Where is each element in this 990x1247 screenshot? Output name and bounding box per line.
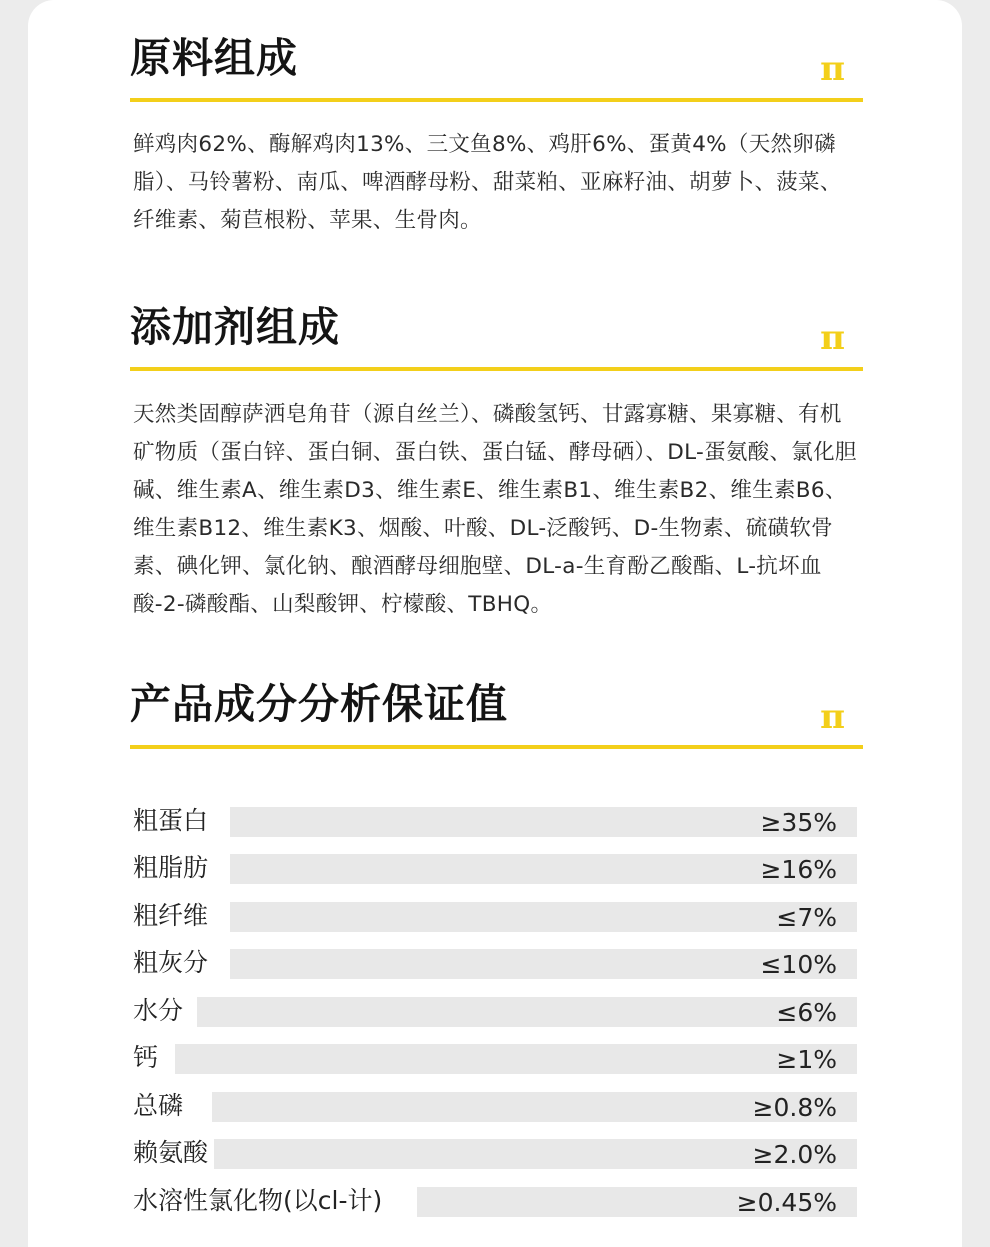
nutrition-row (130, 949, 857, 979)
section-divider (130, 98, 863, 102)
nutrition-label: 钙 (133, 1041, 164, 1075)
nutrition-value: ≥0.45% (736, 1188, 837, 1217)
section-body: 鲜鸡肉62%、酶解鸡肉13%、三文鱼8%、鸡肝6%、蛋黄4%（天然卵磷脂）、马铃薯粉、南瓜、啤酒酵母粉、甜菜粕、亚麻籽油、胡萝卜、菠菜、纤维素、菊苣根粉、苹果、生骨肉。 (133, 132, 842, 233)
section-divider (130, 745, 863, 749)
pi-icon: π (820, 697, 845, 737)
pi-icon: π (820, 49, 845, 89)
nutrition-value: ≥2.0% (752, 1140, 837, 1169)
nutrition-label: 总磷 (133, 1089, 189, 1123)
section-divider (130, 367, 863, 371)
section-title: 产品成分分析保证值 (130, 680, 508, 728)
nutrition-label: 水溶性氯化物(以cl-计) (133, 1184, 388, 1218)
nutrition-row (130, 854, 857, 884)
nutrition-label: 粗脂肪 (133, 851, 214, 885)
nutrition-label: 粗灰分 (133, 946, 214, 980)
nutrition-row (130, 997, 857, 1027)
nutrition-value: ≥0.8% (752, 1093, 837, 1122)
nutrition-bar (175, 1044, 857, 1074)
nutrition-value: ≤7% (776, 903, 837, 932)
nutrition-row (130, 1044, 857, 1074)
section-analysis (130, 674, 863, 754)
nutrition-row (130, 1187, 857, 1217)
nutrition-value: ≥1% (776, 1045, 837, 1074)
nutrition-row (130, 1092, 857, 1122)
nutrition-bar (230, 902, 857, 932)
section-ingredients (130, 28, 863, 248)
section-body: 天然类固醇萨洒皂角苷（源自丝兰）、磷酸氢钙、甘露寡糖、果寡糖、有机矿物质（蛋白锌、蛋白铜、蛋白铁、蛋白锰、酵母硒）、DL-蛋氨酸、氯化胆碱、维生素A、维生素D3、维生素E、维生素B1、维生素B2、维生素B6、维生素B12、维生素K3、烟酸、叶酸、DL-泛酸钙、D-生物素、硫磺软骨素、碘化钾、氯化钠、酿酒酵母细胞壁、DL-a-生育酚乙酸酯、L-抗坏血酸-2-磷酸酯、山梨酸钾、柠檬酸、TBHQ。 (133, 402, 857, 617)
nutrition-row (130, 807, 857, 837)
nutrition-label: 赖氨酸 (133, 1136, 214, 1170)
nutrition-label: 水分 (133, 994, 189, 1028)
section-additives (130, 297, 863, 627)
nutrition-value: ≤10% (760, 950, 837, 979)
nutrition-bar (197, 997, 857, 1027)
section-title: 添加剂组成 (130, 303, 340, 351)
pi-icon: π (820, 318, 845, 358)
section-title: 原料组成 (130, 34, 298, 82)
nutrition-row (130, 902, 857, 932)
nutrition-row (130, 1139, 857, 1169)
nutrition-value: ≥35% (760, 808, 837, 837)
nutrition-label: 粗纤维 (133, 899, 214, 933)
nutrition-value: ≥16% (760, 855, 837, 884)
nutrition-value: ≤6% (776, 998, 837, 1027)
nutrition-label: 粗蛋白 (133, 804, 214, 838)
